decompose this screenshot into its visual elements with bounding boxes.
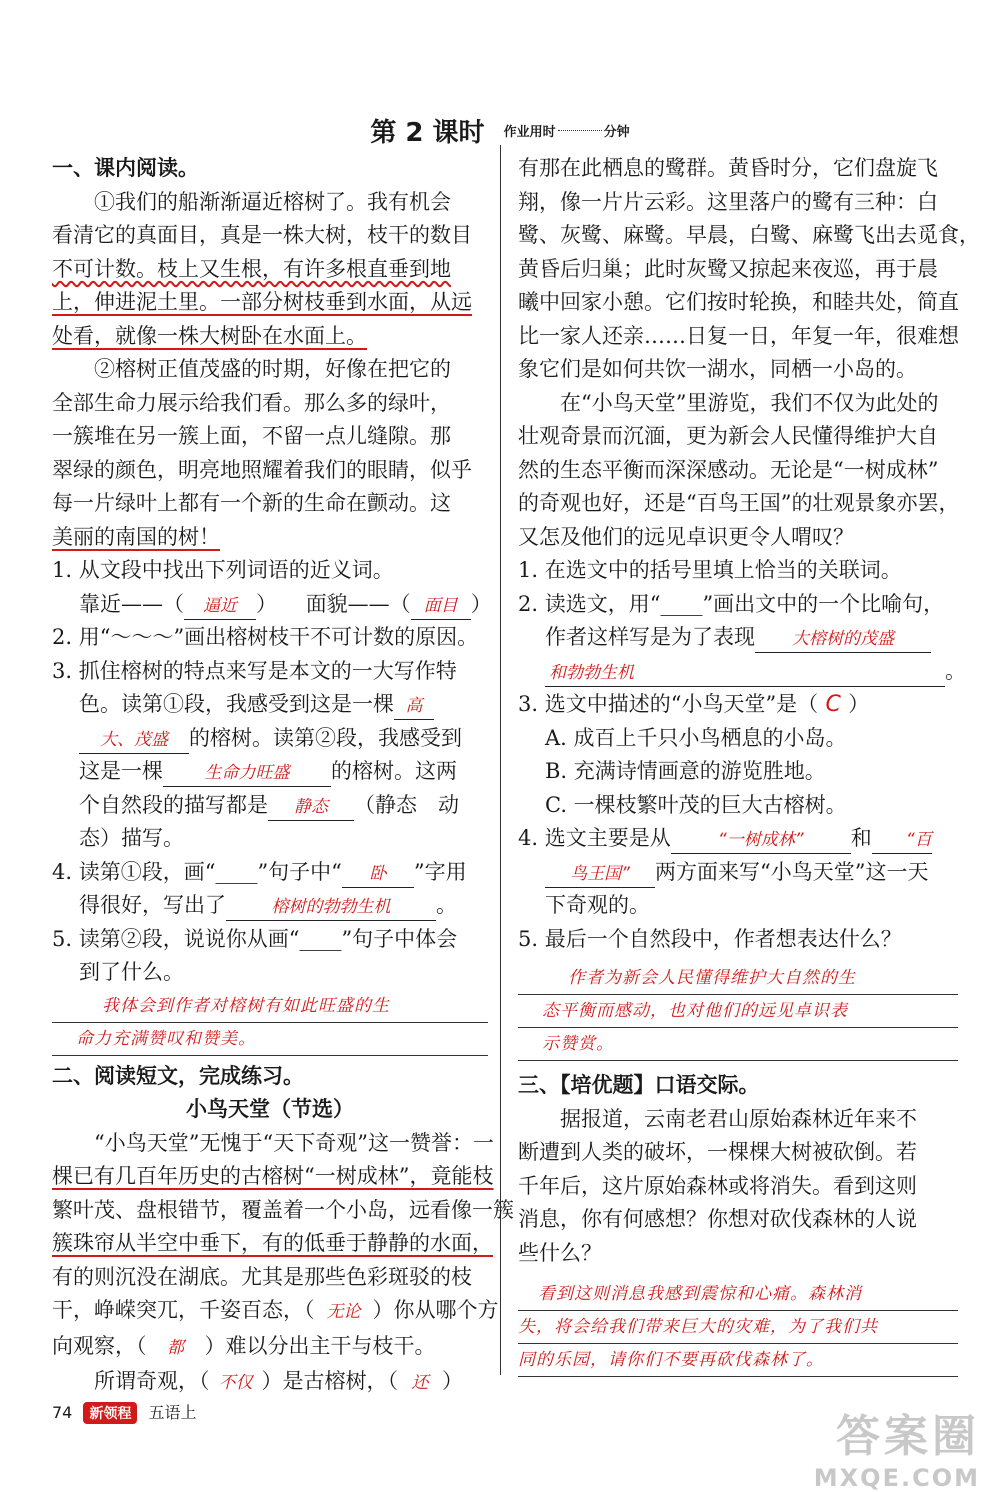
right-column: 有那在此栖息的鹭群。黄昏时分，它们盘旋飞 翔，像一片片云彩。这里落户的鹭有三种：白 鹭、灰鹭、麻鹭。早晨，白鹭、麻鹭飞出去觅食， 黄昏后归巢；此时灰鹭又掠起来夜巡，再于晨 曦中回家小憩。它们按时轮换，和睦共处，简直 比一家人还亲……日复一日，年复一年，很难想 象它们是如何共饮一湖水，同栖一小岛的。 在“小鸟天堂”里游览，我们不仅为此处的 壮观奇景而沉湎，更为新会人民懂得维护大自 然的生态平衡而深深感动。无论是“一树成林” 的奇观也好，还是“百鸟王国”的壮观景象亦罢， 又怎及他们的远见卓识更令人喟叹？ 1. 在选文中的括号里填上恰当的关联词。 2. 读选文，用“____”画出文中的一个比喻句， 作者这样写是为了表现 大榕树的茂盛 和勃勃生机 。 3. 选文中描述的“小鸟天堂”是（ C ） A. 成百上千只小鸟栖息的小岛。 B. 充满诗情画意的游览胜地。 C. 一棵枝繁叶茂的巨大古榕树。 4. 选文主要是从 “一树成林” 和 “百 鸟王国” 两方面来写“小鸟天堂”这一天 下奇观的。 5. 最后一个自然段中，作者想表达什么？ 作者为新会人民懂得维护大自然的生 态平衡而感动，也对他们的远见卓识表 示赞赏。 三、【培优题】口语交际。 据报道，云南老君山原始森林近年来不 断遭到人类的破坏，一棵棵大树被砍倒。若 千年后，这片原始森林或将消失。看到这则 消息，你有何感想？你想对砍伐森林的人说 些什么？ 看到这则消息我感到震惊和心痛。森林消 失，将会给我们带来巨大的灾难，为了我们共 同的乐园，请你们不要再砍伐森林了。 — [518, 152, 958, 1377]
passage-line-underlined: 处看，就像一株大树卧在水面上。 — [52, 323, 367, 348]
answer-blank[interactable]: “一树成林” — [671, 827, 851, 854]
passage-line: 然的生态平衡而深深感动。无论是“一树成林” — [518, 457, 939, 482]
brand-logo: 新领程 — [83, 1402, 137, 1424]
left-column: 一、课内阅读。 ①我们的船渐渐逼近榕树了。我有机会 看清它的真面目，真是一株大树，枝干的数目 不可计数。枝上又生根，有许多根直垂到地 上，伸进泥土里。一部分树枝垂到水面，从远 处看，就像一株大树卧在水面上。 ②榕树正值茂盛的时期，好像在把它的 全部生命力展示给我们看。那么多的绿叶， 一簇堆在另一簇上面，不留一点儿缝隙。那 翠绿的颜色，明亮地照耀着我们的眼睛，似乎 每一片绿叶上都有一个新的生命在颤动。这 美丽的南国的树！ 1. 从文段中找出下列词语的近义词。 靠近——（ 逼近 ） 面貌——（ 面目 ） 2. 用“～～～”画出榕树枝干不可计数的原因。 3. 抓住榕树的特点来写是本文的一大写作特 色。读第①段，我感受到这是一棵 高 大、茂盛 的榕树。读第②段，我感受到 这是一棵 生命力旺盛 的榕树。这两 个自然段的描写都是 静态 （静态 动 态）描写。 4. 读第①段，画“____”句子中“ 卧 ”字用 得很好，写出了 榕树的勃勃生机 。 5. 读第②段，说说你从画“____”句子中体会 到了什么。 我体会到作者对榕树有如此旺盛的生 命力充满赞叹和赞美。 二、阅读短文，完成练习。 小鸟天堂（节选） “小鸟天堂”无愧于“天下奇观”这一赞誉：一 棵已有几百年历史的古榕树“一树成林”，竟能枝 繁叶茂、盘根错节，覆盖着一个小岛，远看像一簇 簇珠帘从半空中垂下，有的低垂于静静的水面， 有的则沉没在湖底。尤其是那些色彩斑驳的枝 干，峥嵘突兀，千姿百态，（ 无论 ）你从哪个方 向观察，（ 都 ）难以分出主干与枝干。 所谓奇观，（ 不仅 ）是古榕树，（ 还 ） — [52, 152, 488, 1401]
question-4: 4. 选文主要是从 “一树成林” 和 “百 — [518, 822, 958, 856]
work-time-blank[interactable] — [558, 130, 602, 131]
passage-line: 消息，你有何感想？你想对砍伐森林的人说 — [518, 1207, 917, 1231]
answer-blank[interactable]: 静态 — [268, 794, 354, 821]
passage-line: 曦中回家小憩。它们按时轮换，和睦共处，简直 — [518, 290, 959, 314]
question-3: 3. 抓住榕树的特点来写是本文的一大写作特 — [52, 658, 457, 683]
answer-line[interactable]: 态平衡而感动，也对他们的远见卓识表 — [518, 995, 958, 1028]
answer-blank[interactable]: 榕树的勃勃生机 — [226, 894, 436, 921]
question-5: 5. 最后一个自然段中，作者想表达什么？ — [518, 926, 902, 951]
question-2: 2. 用“～～～”画出榕树枝干不可计数的原因。 — [52, 625, 479, 649]
option-c[interactable]: C. 一棵枝繁叶茂的巨大古榕树。 — [545, 792, 847, 817]
answer-blank[interactable]: 无论 — [326, 1302, 361, 1322]
passage-line: 翠绿的颜色，明亮地照耀着我们的眼睛，似乎 — [52, 457, 472, 482]
passage-line: 据报道，云南老君山原始森林近年来不 — [560, 1106, 917, 1131]
answer-blank[interactable]: 都 — [167, 1337, 184, 1358]
passage-line: 又怎及他们的远见卓识更令人喟叹？ — [518, 524, 854, 549]
answer-blank[interactable]: 还 — [411, 1373, 429, 1393]
page-number: 74 — [52, 1403, 73, 1422]
question-5: 5. 读第②段，说说你从画“____”句子中体会 — [52, 926, 458, 951]
passage-line: 千年后，这片原始森林或将消失。看到这则 — [518, 1173, 917, 1198]
passage-line: 有那在此栖息的鹭群。黄昏时分，它们盘旋飞 — [518, 156, 938, 180]
answer-line[interactable]: 我体会到作者对榕树有如此旺盛的生 — [52, 990, 488, 1023]
passage-line: 看清它的真面目，真是一株大树，枝干的数目 — [52, 223, 472, 247]
passage-line: 比一家人还亲……日复一日，年复一年，很难想 — [518, 323, 959, 348]
passage-line: 断遭到人类的破坏，一棵棵大树被砍倒。若 — [518, 1140, 917, 1164]
passage-line: ①我们的船渐渐逼近榕树了。我有机会 — [94, 189, 451, 214]
answer-line[interactable]: 失，将会给我们带来巨大的灾难，为了我们共 — [518, 1311, 958, 1344]
question-1: 1. 从文段中找出下列词语的近义词。 — [52, 558, 394, 582]
passage-line: 的奇观也好，还是“百鸟王国”的壮观景象亦罢， — [518, 491, 960, 515]
answer-blank[interactable]: 不仅 — [218, 1373, 253, 1393]
passage-line: 全部生命力展示给我们看。那么多的绿叶， — [52, 390, 451, 415]
answer-blank[interactable]: 和勃勃生机 — [545, 660, 945, 687]
answer-choice[interactable]: C — [825, 692, 841, 717]
answer-blank[interactable]: 逼近 — [184, 593, 256, 620]
option-b[interactable]: B. 充满诗情画意的游览胜地。 — [545, 759, 826, 783]
answer-line[interactable]: 看到这则消息我感到震惊和心痛。森林消 — [518, 1278, 958, 1311]
answer-blank[interactable]: “百 — [872, 827, 932, 854]
watermark: 答案圈 MXQE.COM — [813, 1411, 980, 1492]
question-1: 1. 在选文中的括号里填上恰当的关联词。 — [518, 558, 902, 582]
question-4: 4. 读第①段，画“____”句子中“ 卧 ”字用 — [52, 856, 488, 890]
question-3: 3. 选文中描述的“小鸟天堂”是（ C ） — [518, 688, 958, 722]
answer-blank[interactable]: 卧 — [342, 861, 414, 888]
page-footer — [52, 1400, 197, 1424]
minutes-label: 分钟 — [603, 125, 630, 140]
answer-blank[interactable]: 高 — [394, 693, 434, 720]
column-divider — [500, 145, 501, 1375]
passage-line-underlined: 簇珠帘从半空中垂下，有的低垂于静静的水面， — [52, 1231, 493, 1255]
passage-line: 黄昏后归巢；此时灰鹭又掠起来夜巡，再于晨 — [518, 256, 938, 281]
passage-line: 繁叶茂、盘根错节，覆盖着一个小岛，远看像一簇 — [52, 1197, 514, 1222]
passage-line: 每一片绿叶上都有一个新的生命在颤动。这 — [52, 491, 451, 515]
passage-line: 在“小鸟天堂”里游览，我们不仅为此处的 — [560, 390, 939, 415]
lesson-title — [0, 112, 1000, 149]
passage-line: 壮观奇景而沉湎，更为新会人民懂得维护大自 — [518, 424, 938, 448]
passage-line: 鹭、灰鹭、麻鹭。早晨，白鹭、麻鹭飞出去觅食， — [518, 223, 980, 247]
passage-line-underlined: 上，伸进泥土里。一部分树枝垂到水面，从远 — [52, 290, 472, 314]
answer-blank[interactable]: 大榕树的茂盛 — [755, 626, 931, 653]
answer-blank[interactable]: 面目 — [411, 593, 471, 620]
passage-line: 些什么？ — [518, 1240, 602, 1265]
lesson-number: 第 2 课时 — [370, 118, 485, 148]
passage-line-underlined: 美丽的南国的树！ — [52, 524, 220, 549]
passage-line: 象它们是如何共饮一湖水，同栖一小岛的。 — [518, 357, 917, 381]
question-1-blanks: 靠近——（ 逼近 ） 面貌——（ 面目 ） — [52, 588, 488, 622]
answer-blank[interactable]: 大、茂盛 — [79, 727, 189, 754]
passage-line: 一簇堆在另一簇上面，不留一点儿缝隙。那 — [52, 424, 451, 448]
work-time-label: 作业用时 — [503, 125, 556, 140]
passage-line: ②榕树正值茂盛的时期，好像在把它的 — [94, 357, 451, 381]
passage-title: 小鸟天堂（节选） — [186, 1097, 354, 1121]
answer-blank[interactable]: 生命力旺盛 — [163, 760, 331, 787]
passage-line-underlined: 棵已有几百年历史的古榕树“一树成林”，竟能枝 — [52, 1164, 494, 1188]
answer-line[interactable]: 作者为新会人民懂得维护大自然的生 — [518, 962, 958, 995]
answer-line[interactable]: 示赞赏。 — [518, 1028, 958, 1061]
passage-line: 有的则沉没在湖底。尤其是那些色彩斑驳的枝 — [52, 1264, 472, 1289]
option-a[interactable]: A. 成百上千只小鸟栖息的小岛。 — [545, 725, 847, 750]
answer-line[interactable]: 命力充满赞叹和赞美。 — [52, 1023, 488, 1056]
question-2: 2. 读选文，用“____”画出文中的一个比喻句， — [518, 591, 945, 616]
section-2-heading: 二、阅读短文，完成练习。 — [52, 1063, 304, 1088]
section-1-heading: 一、课内阅读。 — [52, 156, 199, 180]
passage-line-wavy: 不可计数。枝上又生根，有许多根直垂到地 — [52, 256, 451, 281]
grade-label: 五语上 — [148, 1403, 197, 1422]
passage-line: “小鸟天堂”无愧于“天下奇观”这一赞誉：一 — [94, 1130, 494, 1155]
section-3-heading: 三、【培优题】口语交际。 — [518, 1073, 760, 1097]
answer-blank[interactable]: 鸟王国” — [545, 861, 655, 888]
answer-line[interactable]: 同的乐园，请你们不要再砍伐森林了。 — [518, 1344, 958, 1377]
passage-line: 翔，像一片片云彩。这里落户的鹭有三种：白 — [518, 189, 938, 214]
